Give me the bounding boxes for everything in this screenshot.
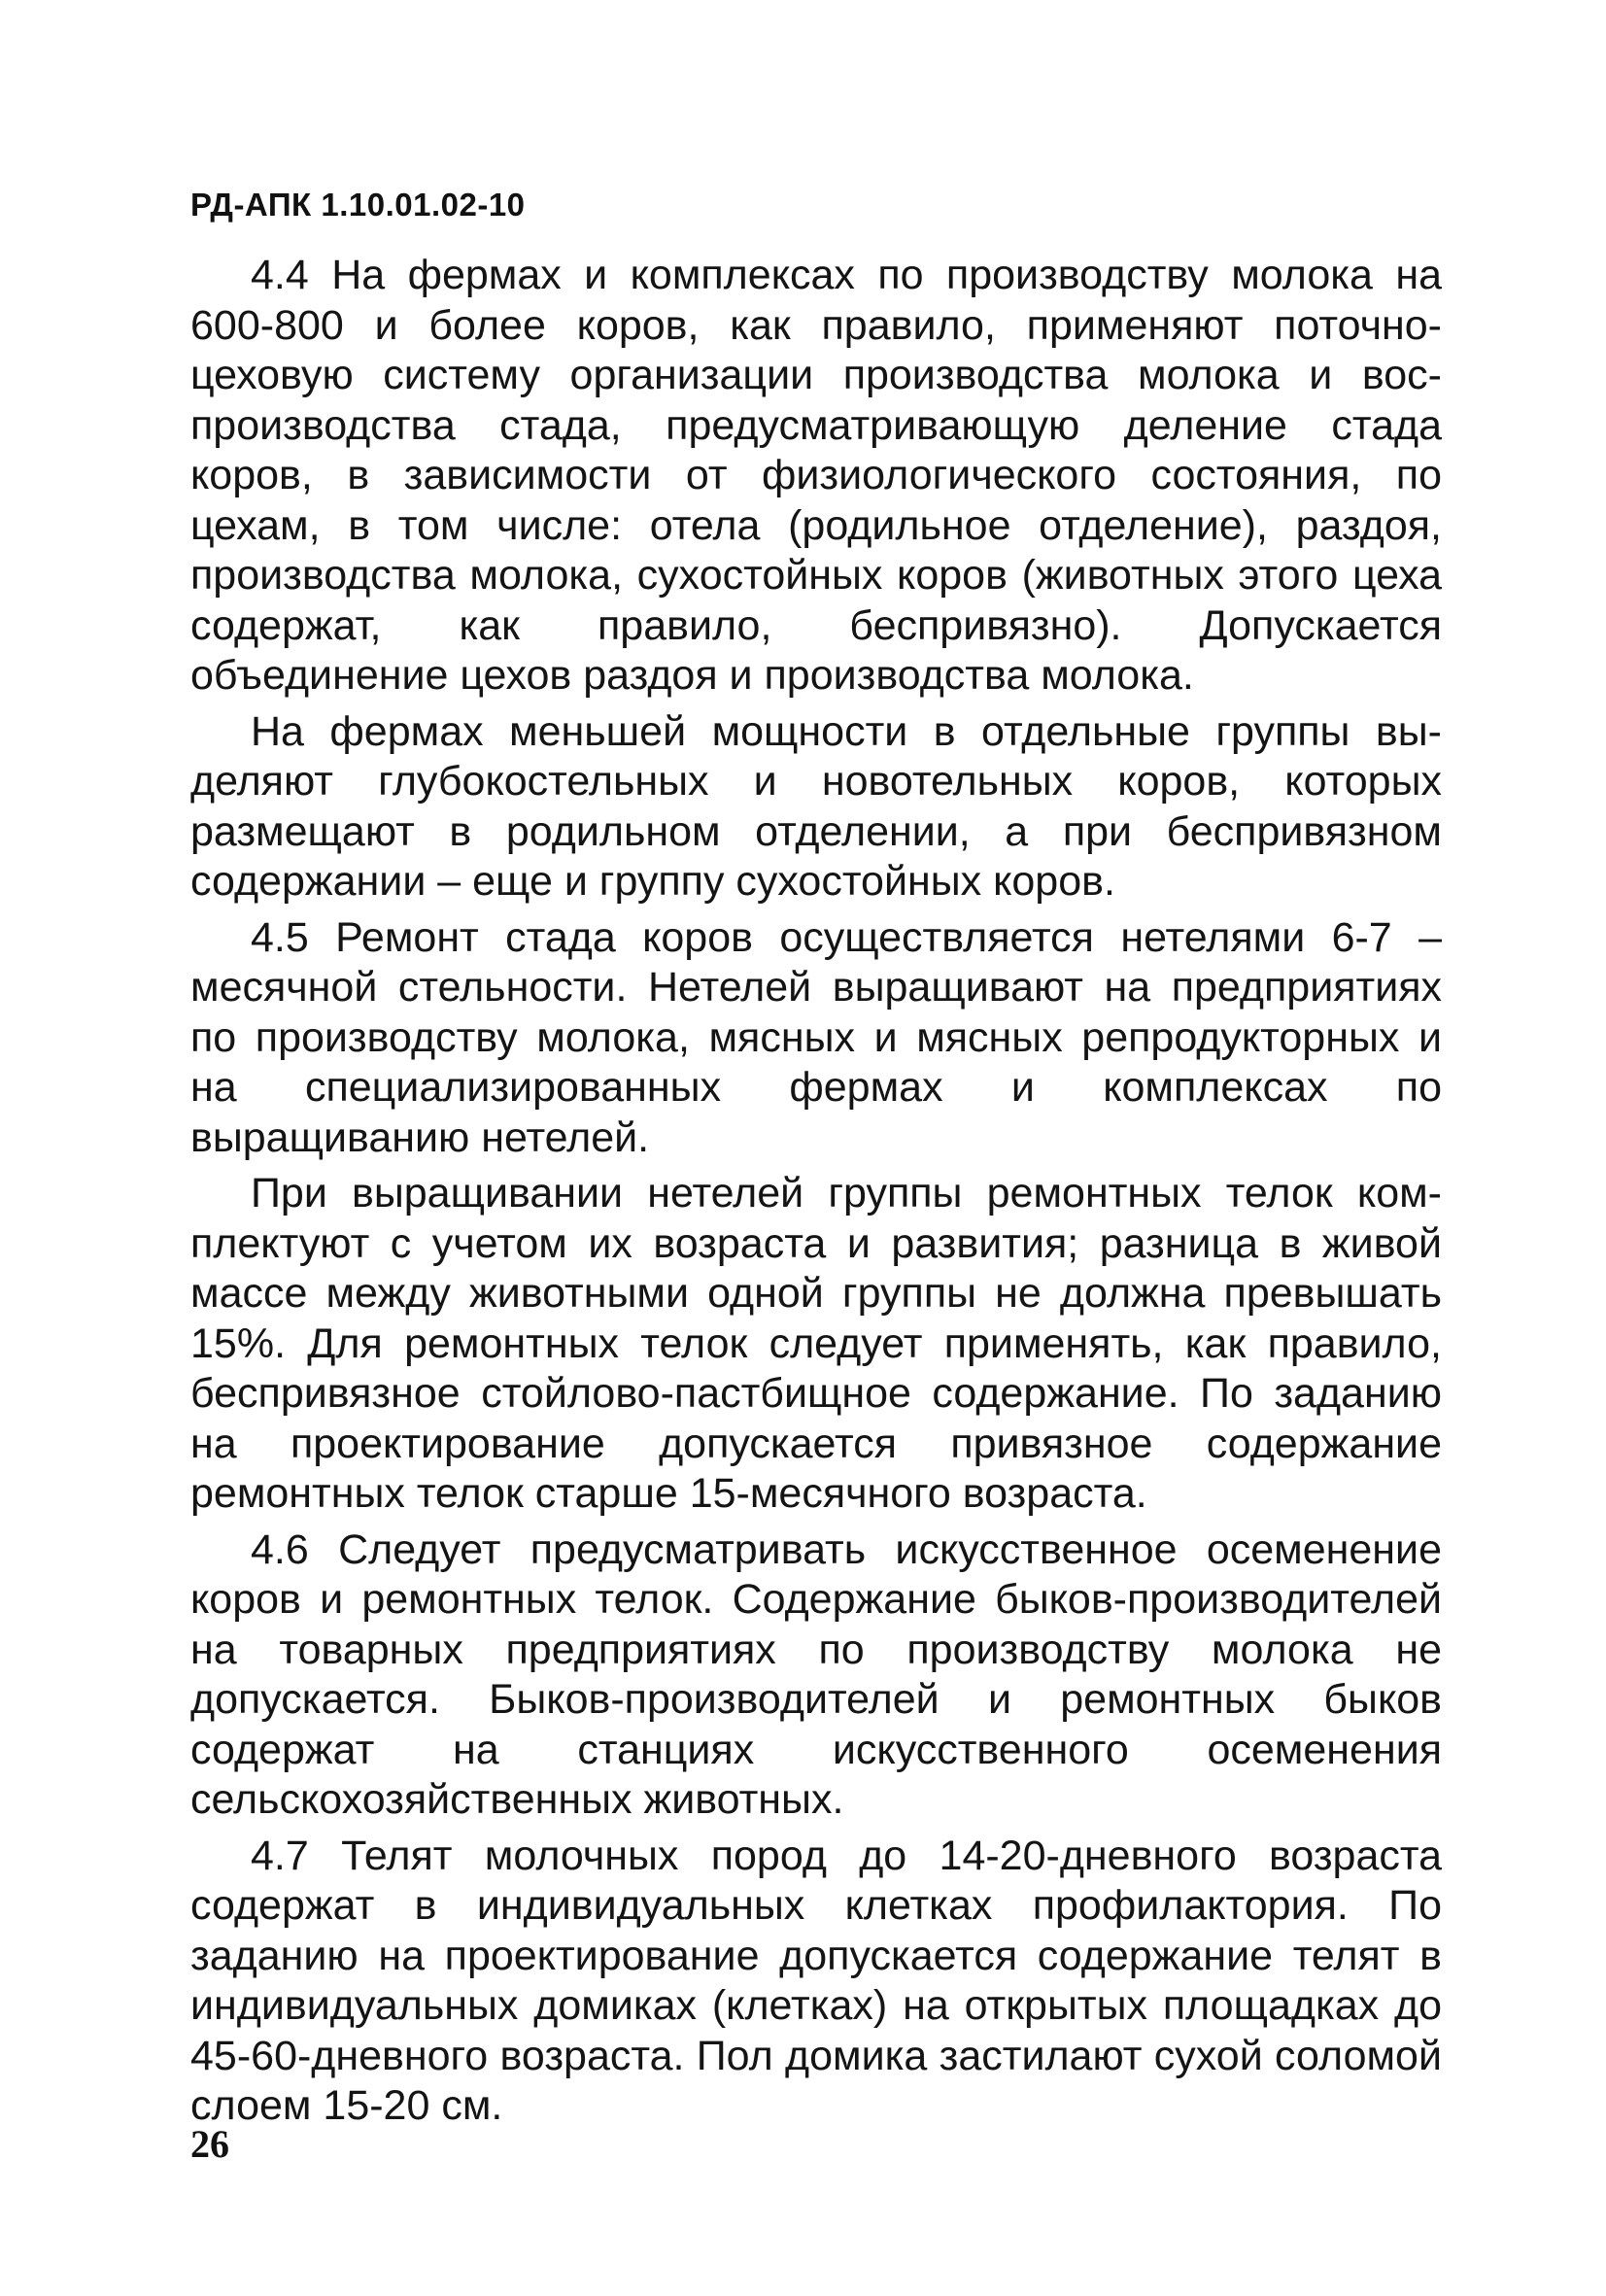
paragraph-4-6: 4.6 Следует предусматривать искусственное осеменение коров и ремонтных телок. Содержание быков-производителей на товарных предприятиях по производству молока не допускается. Быков-производителей и ремонтных быков содержат на станциях искусственного осеменения сельскохозяйственных животных.: [190, 1525, 1442, 1823]
paragraph-4-4: 4.4 На фермах и комплексах по производству молока на 600-800 и более коров, как правило, применяют поточно-цеховую систему организации производства молока и воспроизводства стада, предусматривающую деление стада коров, в зависимости от физиологического состояния, по цехам, в том числе: отела (родильное отделение), раздоя, производства молока, сухостойных коров (животных этого цеха содержат, как правило, беспривязно). Допускается объединение цехов раздоя и производства молока.: [190, 252, 1442, 699]
paragraph-4-4-continuation: На фермах меньшей мощности в отдельные группы выделяют глубокостельных и новотельных коров, которых размещают в родильном отделении, а при беспривязном содержании – еще и группу сухостойных коров.: [190, 707, 1442, 905]
paragraph-4-7: 4.7 Телят молочных пород до 14-20-дневного возраста содержат в индивидуальных клетках профилактория. По заданию на проектирование допускается содержание телят в индивидуальных домиках (клетках) на открытых площадках до 45-60-дневного возраста. Пол домика застилают сухой соломой слоем 15-20 см.: [190, 1832, 1442, 2129]
paragraph-4-5: 4.5 Ремонт стада коров осуществляется нетелями 6-7 – месячной стельности. Нетелей выращивают на предприятиях по производству молока, мясных и мясных репродукторных и на специализированных фермах и комплексах по выращиванию нетелей.: [190, 913, 1442, 1161]
document-body: [190, 251, 1442, 2138]
document-code-header: РД-АПК 1.10.01.02-10: [190, 187, 526, 223]
page-number: 26: [190, 2122, 229, 2166]
paragraph-4-5-continuation: При выращивании нетелей группы ремонтных телок комплектуют с учетом их возраста и развития; разница в живой массе между животными одной группы не должна превышать 15%. Для ремонтных телок следует применять, как правило, беспривязное стойлово-пастбищное содержание. По заданию на проектирование допускается привязное содержание ремонтных телок старше 15-месячного возраста.: [190, 1170, 1442, 1517]
